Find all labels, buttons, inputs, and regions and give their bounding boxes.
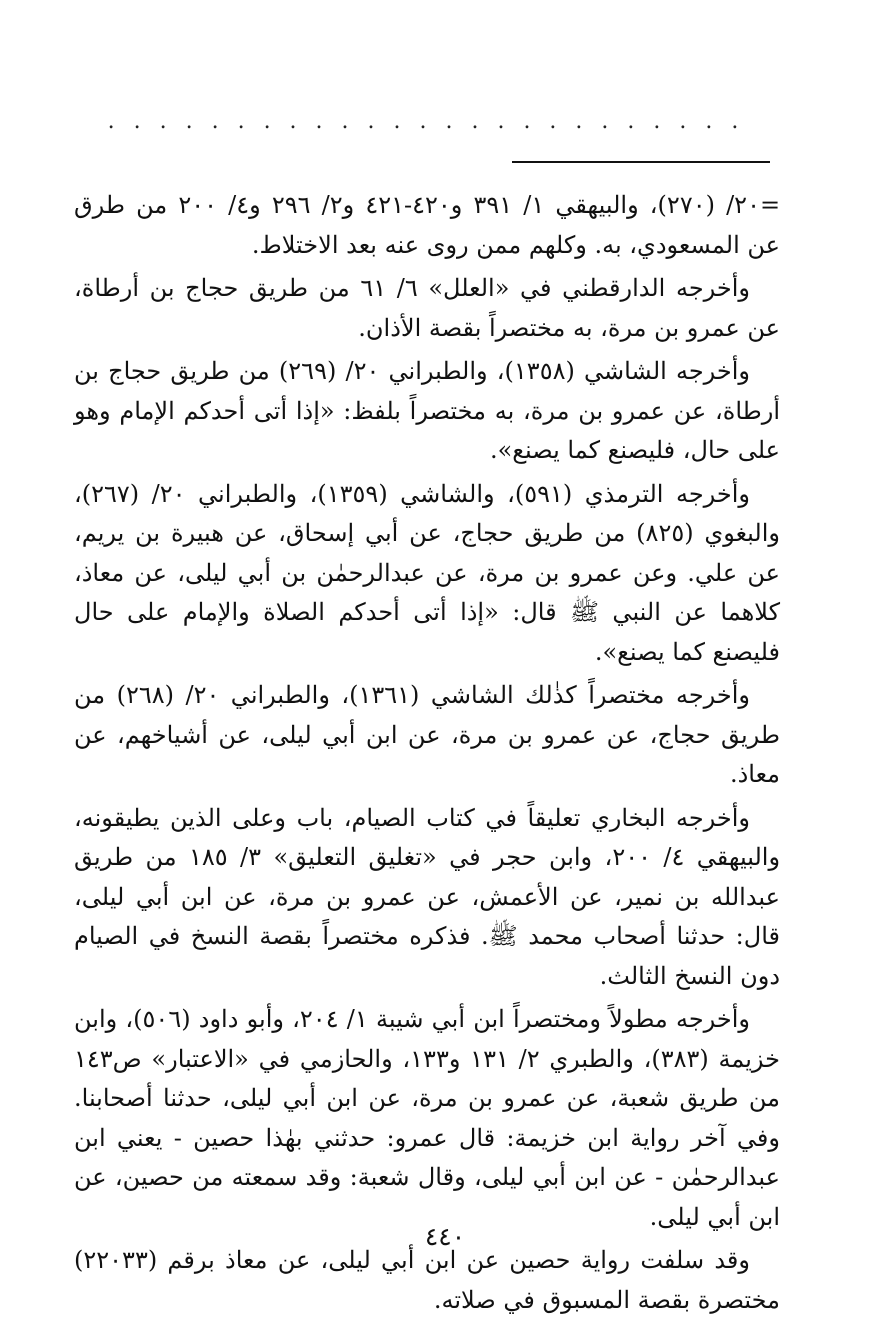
footnote-paragraph-daraqutni: وأخرجه الدارقطني في «العلل» ٦/ ٦١ من طريق حجاج بن أرطاة، عن عمرو بن مرة، به مختصراً بقصة الأذان. [74, 274, 780, 342]
footnote-paragraph-continuation: =٢٠/ (٢٧٠)، والبيهقي ١/ ٣٩١ و٤٢٠-٤٢١ و٢/ ٢٩٦ و٤/ ٢٠٠ من طرق عن المسعودي، به. وكلهم ممن روى عنه بعد الاختلاط. [74, 191, 781, 259]
footnote-paragraph-shashi: وأخرجه الشاشي (١٣٥٨)، والطبراني ٢٠/ (٢٦٩) من طريق حجاج بن أرطاة، عن عمرو بن مرة، به مختصراً بلفظ: «إذا أتى أحدكم الإمام وهو على حال، فليصنع كما يصنع». [74, 357, 780, 464]
footnote-paragraph-cross-reference: وقد سلفت رواية حصين عن ابن أبي ليلى، عن معاذ برقم (٢٢٠٣٣) مختصرة بقصة المسبوق في صلاته. [74, 1246, 780, 1314]
dotted-separator: . . . . . . . . . . . . . . . . . . . . . . . . . [107, 112, 745, 132]
footnote-paragraph-abridged: وأخرجه مختصراً كذٰلك الشاشي (١٣٦١)، والطبراني ٢٠/ (٢٦٨) من طريق حجاج، عن عمرو بن مرة، عن ابن أبي ليلى، عن أشياخهم، عن معاذ. [74, 681, 780, 788]
footnote-rule [512, 161, 770, 163]
footnote-paragraph-tirmidhi: وأخرجه الترمذي (٥٩١)، والشاشي (١٣٥٩)، والطبراني ٢٠/ (٢٦٧)، والبغوي (٨٢٥) من طريق حجاج، عن أبي إسحاق، عن هبيرة بن يريم، عن علي. وعن عمرو بن مرة، عن عبدالرحمٰن بن أبي ليلى، عن معاذ، كلاهما عن النبي ﷺ قال: «إذا أتى أحدكم الصلاة والإمام على حال فليصنع كما يصنع». [74, 479, 780, 666]
page-number: ٤٤٠ [424, 1222, 466, 1251]
footnote-text-block [74, 186, 780, 1320]
footnote-paragraph-bukhari: وأخرجه البخاري تعليقاً في كتاب الصيام، باب وعلى الذين يطيقونه، والبيهقي ٤/ ٢٠٠، وابن حجر في «تغليق التعليق» ٣/ ١٨٥ من طريق عبدالله بن نمير، عن الأعمش، عن عمرو بن مرة، عن ابن أبي ليلى، قال: حدثنا أصحاب محمد ﷺ. فذكره مختصراً بقصة النسخ في الصيام دون النسخ الثالث. [74, 803, 781, 990]
footnote-paragraph-ibn-abi-shaybah: وأخرجه مطولاً ومختصراً ابن أبي شيبة ١/ ٢٠٤، وأبو داود (٥٠٦)، وابن خزيمة (٣٨٣)، والطبري ٢/ ١٣١ و١٣٣، والحازمي في «الاعتبار» ص١٤٣ من طريق شعبة، عن عمرو بن مرة، عن ابن أبي ليلى، حدثنا أصحابنا. وفي آخر رواية ابن خزيمة: قال عمرو: حدثني بهٰذا حصين - يعني ابن عبدالرحمٰن - عن ابن أبي ليلى، وقال شعبة: وقد سمعته من حصين، عن ابن أبي ليلى. [74, 1005, 781, 1231]
